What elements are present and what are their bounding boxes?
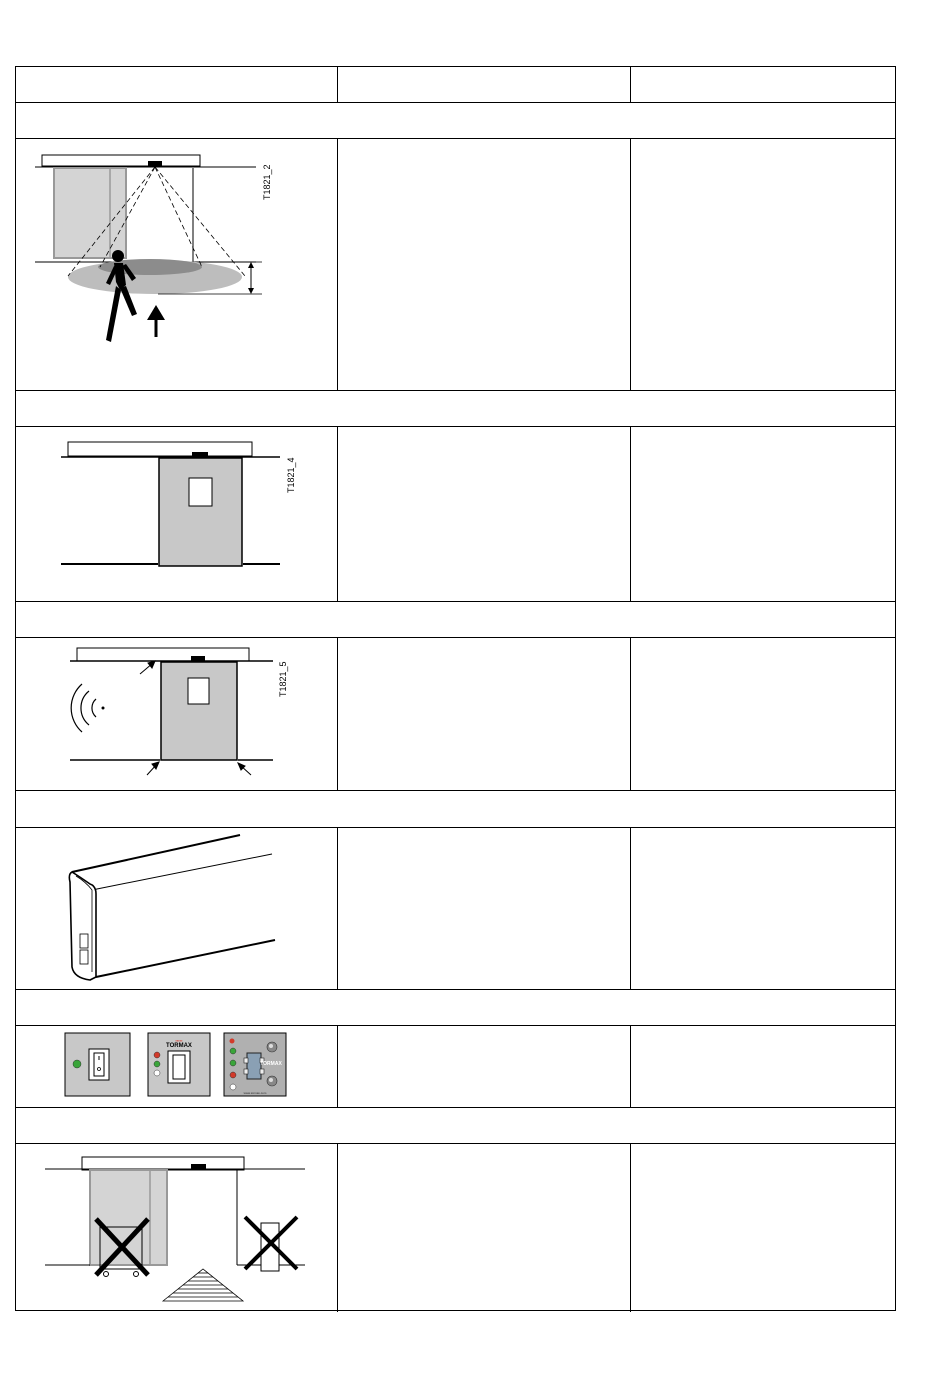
row-5-divider xyxy=(16,1107,895,1108)
row-3-divider xyxy=(16,790,895,791)
forbidden-objects-figure xyxy=(40,1155,310,1305)
col-divider xyxy=(630,1025,631,1107)
brand-label: TORMAX xyxy=(166,1043,192,1049)
col-divider xyxy=(630,827,631,989)
col-divider xyxy=(337,1143,338,1312)
col-divider xyxy=(337,67,338,102)
col-divider xyxy=(337,637,338,790)
svg-text:▪▪▪▪▪: ▪▪▪▪▪ xyxy=(175,1038,183,1043)
closed-door-radio-figure xyxy=(65,645,285,780)
section-4-divider xyxy=(16,827,895,828)
sensor-detection-figure xyxy=(30,150,280,355)
section-6-divider xyxy=(16,1143,895,1144)
col-divider xyxy=(337,827,338,989)
closed-door-figure xyxy=(58,440,288,570)
col-divider xyxy=(630,426,631,601)
col-divider xyxy=(630,138,631,390)
figure-code: T1821_4 xyxy=(286,457,296,493)
panel-url: www.tormax.com xyxy=(243,1091,267,1095)
figure-code: T1821_5 xyxy=(278,661,288,697)
header-row-divider xyxy=(16,102,895,103)
row-1-divider xyxy=(16,390,895,391)
row-4-divider xyxy=(16,989,895,990)
row-2-divider xyxy=(16,601,895,602)
section-1-divider xyxy=(16,138,895,139)
col-divider xyxy=(630,637,631,790)
section-3-divider xyxy=(16,637,895,638)
col-divider xyxy=(337,138,338,390)
control-panels-figure xyxy=(64,1031,289,1099)
col-divider xyxy=(337,1025,338,1107)
section-2-divider xyxy=(16,426,895,427)
col-divider xyxy=(630,67,631,102)
col-divider xyxy=(337,426,338,601)
figure-code: T1821_2 xyxy=(262,164,272,200)
section-5-divider xyxy=(16,1025,895,1026)
svg-text:TORMAX: TORMAX xyxy=(260,1061,282,1067)
drive-housing-figure xyxy=(60,832,285,984)
col-divider xyxy=(630,1143,631,1312)
